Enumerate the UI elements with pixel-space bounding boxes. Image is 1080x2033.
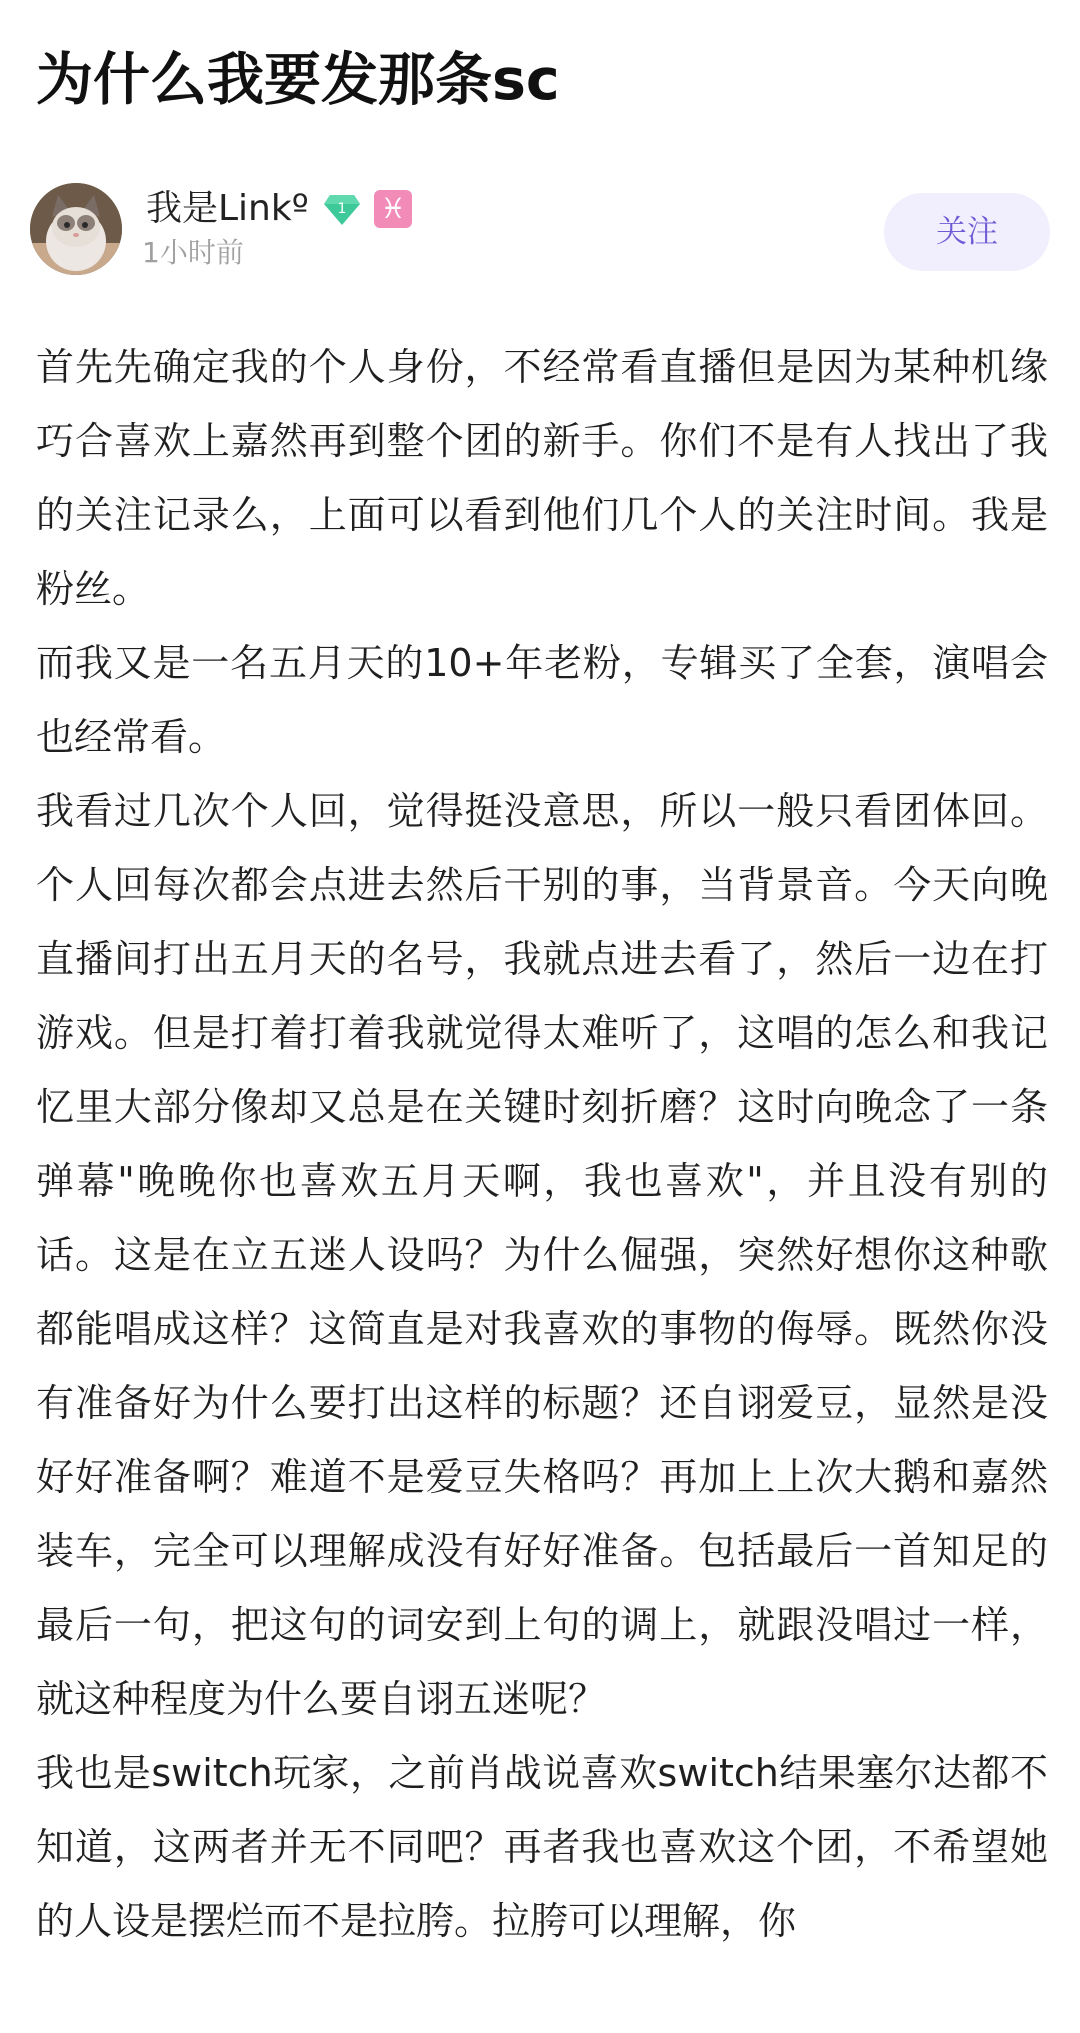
post-content: [36, 330, 1048, 1958]
paragraph: 而我又是一名五月天的10+年老粉，专辑买了全套，演唱会也经常看。: [36, 641, 1048, 759]
author-avatar[interactable]: [30, 183, 122, 275]
pisces-zodiac-icon: ♓: [374, 190, 412, 228]
paragraph: 我看过几次个人回，觉得挺没意思，所以一般只看团体回。个人回每次都会点进去然后干别的事，当背景音。今天向晚直播间打出五月天的名号，我就点进去看了，然后一边在打游戏。但是打着打着我就觉得太难听了，这唱的怎么和我记忆里大部分像却又总是在关键时刻折磨？这时向晚念了一条弹幕"晚晚你也喜欢五月天啊，我也喜欢"，并且没有别的话。这是在立五迷人设吗？为什么倔强，突然好想你这种歌都能唱成这样？这简直是对我喜欢的事物的侮辱。既然你没有准备好为什么要打出这样的标题？还自诩爱豆，显然是没好好准备啊？难道不是爱豆失格吗？再加上上次大鹅和嘉然装车，完全可以理解成没有好好准备。包括最后一首知足的最后一句，把这句的词安到上句的调上，就跟没唱过一样，就这种程度为什么要自诩五迷呢？: [36, 789, 1048, 1721]
level-number: 1: [337, 201, 347, 217]
follow-button[interactable]: 关注: [884, 193, 1050, 271]
cat-avatar-icon: [30, 183, 122, 275]
author-row: [30, 183, 1050, 279]
level-diamond-icon: [322, 189, 362, 229]
author-name[interactable]: 我是Linkº: [146, 188, 309, 229]
post-title: 为什么我要发那条sc: [36, 47, 560, 113]
author-badges: [322, 189, 412, 229]
post-time: 1小时前: [142, 236, 244, 269]
paragraph: 首先先确定我的个人身份，不经常看直播但是因为某种机缘巧合喜欢上嘉然再到整个团的新手。你们不是有人找出了我的关注记录么，上面可以看到他们几个人的关注时间。我是粉丝。: [36, 345, 1048, 611]
paragraph: 我也是switch玩家，之前肖战说喜欢switch结果塞尔达都不知道，这两者并无不同吧？再者我也喜欢这个团，不希望她的人设是摆烂而不是拉胯。拉胯可以理解，你: [36, 1751, 1048, 1943]
